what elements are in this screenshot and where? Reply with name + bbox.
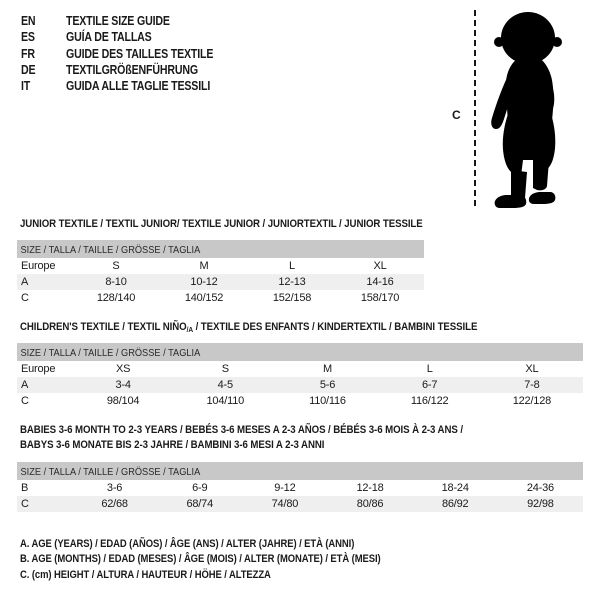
table-row (17, 480, 583, 496)
size-header-label: SIZE / TALLA / TAILLE / GRÖSSE / TAGLIA (20, 466, 201, 478)
table-cell: 98/104 (106, 395, 140, 407)
language-row-de (21, 62, 239, 78)
table-cell: M (322, 363, 332, 375)
table-cell: 5-6 (319, 379, 336, 391)
language-code: ES (21, 30, 35, 45)
table-cell: XL (373, 260, 387, 272)
table-cell: 80/86 (356, 498, 384, 510)
table-cell: 6-7 (422, 379, 438, 391)
language-title: TEXTILGRÖßENFÜHRUNG (66, 63, 198, 78)
children-title-post: / TEXTILE DES ENFANTS / KINDERTEXTIL / BAMBINI TESSILE (193, 321, 478, 333)
table-row (17, 393, 583, 409)
legend-note-a: A. AGE (YEARS) / EDAD (AÑOS) / ÂGE (ANS) / ALTER (JAHRE) / ETÀ (ANNI) (20, 538, 355, 550)
language-code: FR (21, 46, 35, 61)
table-row (17, 258, 424, 274)
babies-title-line2: BABYS 3-6 MONATE BIS 2-3 JAHRE / BAMBINI 3-6 MESI A 2-3 ANNI (20, 439, 325, 451)
children-title-sub: /A (186, 325, 194, 334)
language-title: GUIDA ALLE TAGLIE TESSILI (66, 79, 211, 94)
table-cell: 7-8 (524, 379, 540, 391)
legend-notes (20, 537, 439, 583)
row-label: C (21, 292, 29, 304)
table-cell: S (221, 363, 229, 375)
language-header (21, 13, 239, 94)
table-row (17, 496, 583, 512)
table-cell: 68/74 (186, 498, 213, 510)
babies-size-table (17, 462, 583, 512)
table-cell: 74/80 (271, 498, 299, 510)
junior-size-table (17, 240, 424, 306)
table-cell: 62/68 (101, 498, 128, 510)
table-row (17, 274, 424, 290)
language-title: GUIDE DES TAILLES TEXTILE (66, 46, 214, 61)
row-label: A (21, 276, 29, 288)
table-cell: 9-12 (274, 482, 296, 494)
height-measure-label: C (452, 108, 461, 122)
babies-title-line1: BABIES 3-6 MONTH TO 2-3 YEARS / BEBÉS 3-6 MESES A 2-3 AÑOS / BÉBÉS 3-6 MOIS À 2-3 ANS / (20, 424, 463, 436)
language-code: IT (21, 79, 31, 94)
language-title: GUÍA DE TALLAS (66, 30, 152, 45)
row-label: A (21, 379, 29, 391)
table-cell: 116/122 (410, 395, 449, 407)
legend-note-b: B. AGE (MONTHS) / EDAD (MESES) / ÂGE (MOIS) / ALTER (MONATE) / ETÀ (MESI) (20, 553, 381, 566)
children-title-pre: CHILDREN'S TEXTILE / TEXTIL NIÑO (20, 321, 187, 333)
row-label: Europe (21, 260, 56, 272)
junior-section-title: JUNIOR TEXTILE / TEXTIL JUNIOR/ TEXTILE JUNIOR / JUNIORTEXTIL / JUNIOR TESSILE (20, 218, 423, 230)
table-cell: 152/158 (272, 292, 312, 304)
row-label: B (21, 482, 29, 494)
size-header-bar (17, 462, 583, 480)
table-cell: 122/128 (512, 395, 552, 407)
table-cell: 8-10 (105, 276, 127, 288)
size-header-bar (17, 343, 583, 361)
language-row-fr (21, 46, 239, 62)
row-label: C (21, 395, 29, 407)
table-cell: 6-9 (192, 482, 208, 494)
size-header-label: SIZE / TALLA / TAILLE / GRÖSSE / TAGLIA (20, 244, 201, 256)
table-cell: 110/116 (309, 395, 346, 407)
row-label: Europe (21, 363, 56, 375)
children-size-table (17, 343, 583, 409)
toddler-silhouette-icon (482, 8, 570, 208)
table-cell: 10-12 (190, 276, 218, 288)
legend-note-c: C. (cm) HEIGHT / ALTURA / HAUTEUR / HÖHE / ALTEZZA (20, 568, 271, 581)
table-cell: 12-18 (356, 482, 384, 494)
babies-section-title (20, 423, 463, 453)
table-cell: 24-36 (526, 482, 554, 494)
table-cell: 128/140 (96, 292, 136, 304)
table-cell: 3-6 (106, 482, 123, 494)
height-dashed-line (474, 10, 476, 206)
children-section-title (20, 320, 477, 337)
language-code: EN (21, 14, 36, 29)
table-cell: L (426, 363, 433, 375)
table-cell: M (199, 260, 209, 272)
table-cell: L (289, 260, 295, 272)
table-cell: 158/170 (360, 292, 400, 304)
table-cell: 12-13 (278, 276, 306, 288)
table-cell: 18-24 (441, 482, 469, 494)
table-cell: XS (115, 363, 131, 375)
table-cell: S (112, 260, 120, 272)
row-label: C (21, 498, 29, 510)
table-row (17, 361, 583, 377)
table-cell: 14-16 (366, 276, 394, 288)
table-cell: 4-5 (217, 379, 233, 391)
language-code: DE (21, 63, 36, 78)
language-title: TEXTILE SIZE GUIDE (66, 14, 170, 29)
table-cell: 104/110 (206, 395, 245, 407)
language-row-es (21, 29, 239, 45)
table-row (17, 290, 424, 306)
table-cell: 3-4 (115, 379, 131, 391)
size-header-label: SIZE / TALLA / TAILLE / GRÖSSE / TAGLIA (20, 347, 201, 359)
table-cell: XL (525, 363, 539, 375)
size-header-bar (17, 240, 424, 258)
language-row-en (21, 13, 239, 29)
table-row (17, 377, 583, 393)
table-cell: 86/92 (441, 498, 469, 510)
language-row-it (21, 78, 239, 94)
table-cell: 92/98 (527, 498, 554, 510)
table-cell: 140/152 (184, 292, 224, 304)
